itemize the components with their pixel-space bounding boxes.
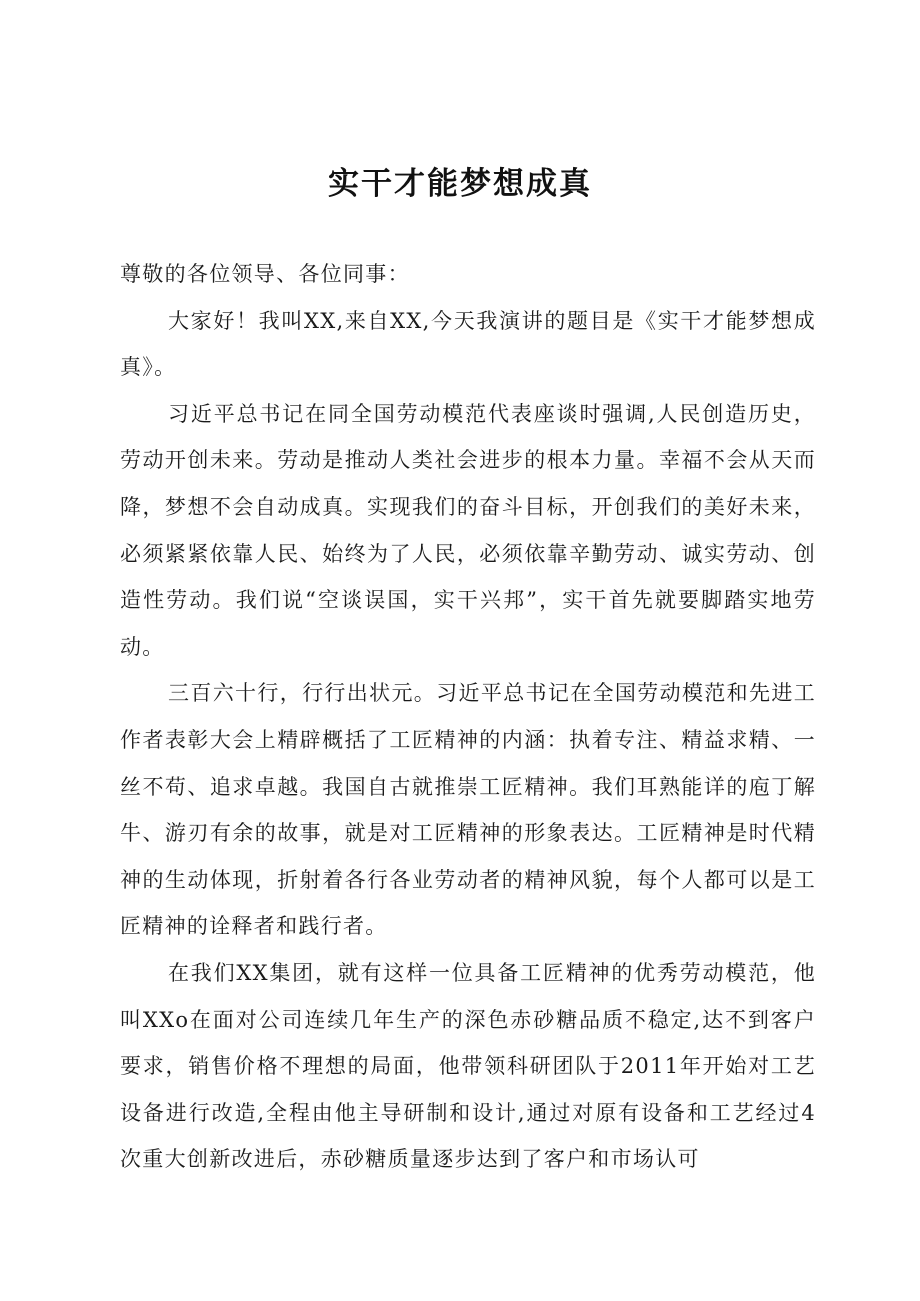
document-title: 实干才能梦想成真 (328, 166, 592, 202)
salutation: 尊敬的各位领导、各位同事： (120, 262, 410, 286)
paragraph-greeting: 大家好！我叫XX,来自XX,今天我演讲的题目是《实干才能梦想成真》。 (120, 308, 816, 380)
paragraph-craftsman-spirit: 三百六十行，行行出状元。习近平总书记在全国劳动模范和先进工作者表彰大会上精辟概括了工匠精神的内涵：执着专注、精益求精、一丝不苟、追求卓越。我国自古就推崇工匠精神。我们耳熟能详的庖丁解牛、游刃有余的故事，就是对工匠精神的形象表达。工匠精神是时代精神的生动体现，折射着各行各业劳动者的精神风貌，每个人都可以是工匠精神的诠释者和践行者。 (120, 681, 816, 939)
paragraph-model-worker: 在我们XX集团，就有这样一位具备工匠精神的优秀劳动模范，他叫XXo在面对公司连续几年生产的深色赤砂糖品质不稳定,达不到客户要求，销售价格不理想的局面，他带领科研团队于2011年开始对工艺设备进行改造,全程由他主导研制和设计,通过对原有设备和工艺经过4次重大创新改进后，赤砂糖质量逐步达到了客户和市场认可 (120, 960, 816, 1172)
document-body (120, 251, 816, 1183)
paragraph-labor: 习近平总书记在同全国劳动模范代表座谈时强调,人民创造历史，劳动开创未来。劳动是推动人类社会进步的根本力量。幸福不会从天而降，梦想不会自动成真。实现我们的奋斗目标，开创我们的美好未来，必须紧紧依靠人民、始终为了人民，必须依靠辛勤劳动、诚实劳动、创造性劳动。我们说“空谈误国，实干兴邦”，实干首先就要脚踏实地劳动。 (120, 401, 816, 659)
